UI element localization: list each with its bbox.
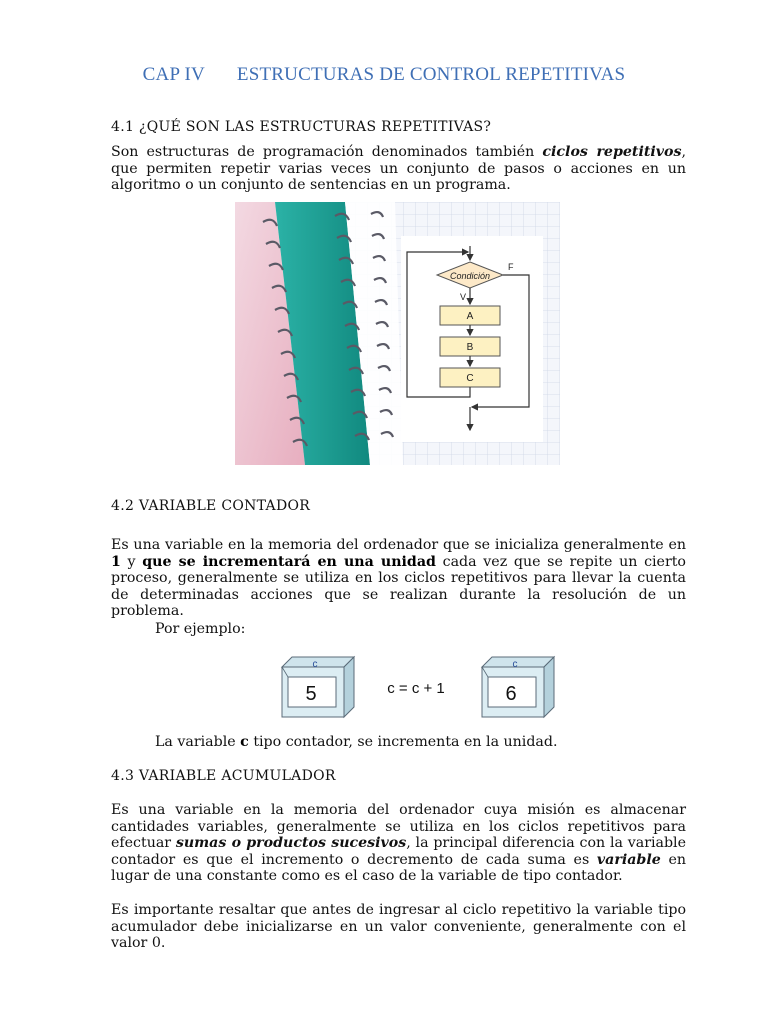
step-a-label: A — [466, 311, 474, 322]
counter-box-before — [282, 657, 354, 717]
section-heading-4-2: 4.2 VARIABLE CONTADOR — [111, 498, 311, 514]
chapter-title — [0, 64, 768, 86]
true-label: V — [460, 292, 467, 302]
section-heading-4-3: 4.3 VARIABLE ACUMULADOR — [111, 768, 336, 784]
section-4-1-paragraph: Son estructuras de programación denominados también ciclos repetitivos, que permiten repetir varias veces un conjunto de pasos o acciones en un algoritmo o un conjunto de sentencias en un programa. — [111, 144, 686, 193]
false-label: F — [508, 262, 514, 272]
notebook-flowchart-illustration — [235, 202, 560, 465]
section-4-2-paragraph: Es una variable en la memoria del ordenador que se inicializa generalmente en 1 y que se incrementará en una unidad cada vez que se repite un cierto proceso, generalmente se utiliza en los ciclos repetitivos para llevar la cuenta de determinadas acciones que se realizan durante la resolución de un problema. — [111, 537, 686, 619]
counter-example-illustration — [278, 655, 560, 720]
counter-box-after — [482, 657, 554, 717]
counter-example-figure — [278, 655, 560, 720]
counter-box-before-label: c — [312, 659, 318, 670]
repetitive-structure-figure — [235, 202, 560, 465]
chapter-name: ESTRUCTURAS DE CONTROL REPETITIVAS — [236, 64, 626, 85]
section-4-3-paragraph-1: Es una variable en la memoria del ordenador cuya misión es almacenar cantidades variables, generalmente se utiliza en los ciclos repetitivos para efectuar sumas o productos sucesivos, la principal diferencia con la variable contador es que el incremento o decremento de cada suma es variable en lugar de una constante como es el caso de la variable de tipo contador. — [111, 802, 686, 884]
increment-expression: c = c + 1 — [387, 680, 445, 697]
condition-label: Condición — [449, 271, 491, 281]
section-4-3-paragraph-2: Es importante resaltar que antes de ingresar al ciclo repetitivo la variable tipo acumulador debe inicializarse en un valor conveniente, generalmente con el valor 0. — [111, 902, 686, 951]
step-c-label: C — [466, 373, 474, 384]
counter-box-before-value: 5 — [305, 683, 317, 705]
chapter-number: CAP IV — [142, 64, 205, 85]
counter-box-after-label: c — [512, 659, 518, 670]
counter-caption: La variable c tipo contador, se incrementa en la unidad. — [155, 734, 558, 750]
counter-box-after-value: 6 — [505, 683, 517, 705]
example-label: Por ejemplo: — [155, 621, 246, 637]
section-heading-4-1: 4.1 ¿QUÉ SON LAS ESTRUCTURAS REPETITIVAS? — [111, 119, 492, 135]
step-b-label: B — [466, 342, 474, 353]
